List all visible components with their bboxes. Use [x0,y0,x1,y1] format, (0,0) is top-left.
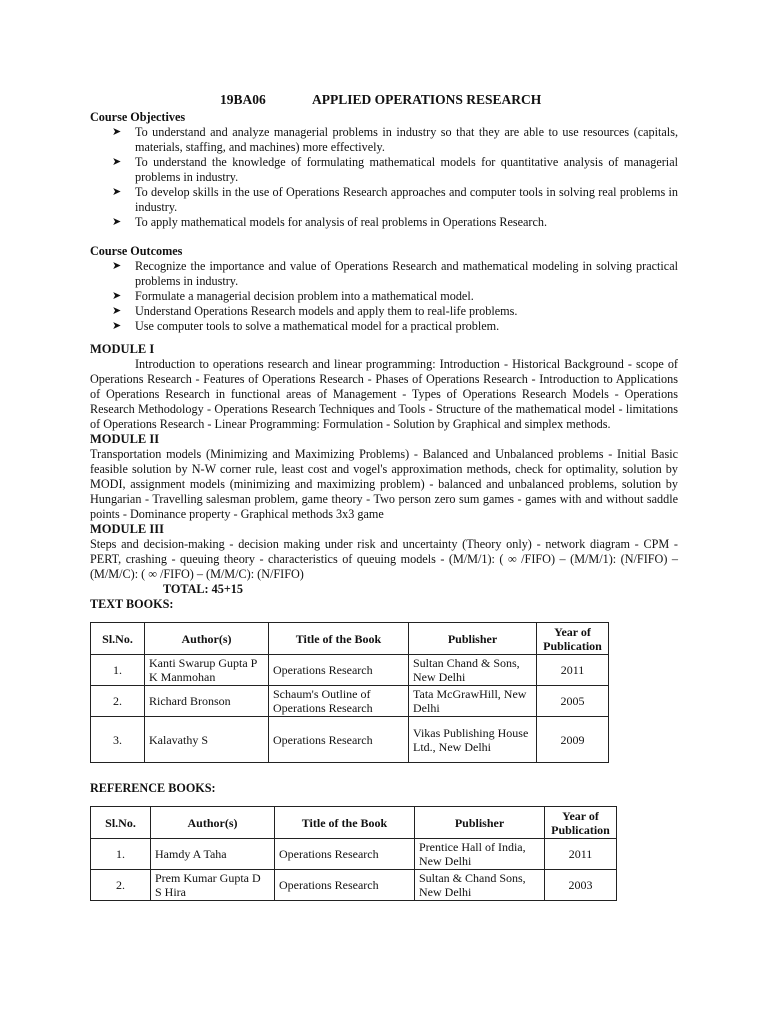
arrow-bullet-icon: ➤ [112,290,122,302]
list-item: ➤ To understand and analyze managerial problems in industry so that they are able to use resources (capitals, materials, staffing, and machines) more effectively. [112,125,678,154]
text-books-table [90,622,609,763]
list-item: ➤ To apply mathematical models for analysis of real problems in Operations Research. [112,215,548,229]
table-row: 2. Richard Bronson Schaum's Outline of Operations Research Tata McGrawHill, New Delhi 2005 [91,686,609,717]
module-1-text: Introduction to operations research and linear programming: Introduction - Historical Background - scope of Operations Research - Features of Operations Research - Phases of Operations Research - Introduction to Applications of Operations Research in functional areas of Management - Types of Operations Research Models - Operations Research Methodology - Operations Research Techniques and Tools - Structure of the mathematical model - limitations of Operations Research - Linear Programming: Formulation - Solution by Graphical and simplex methods. [90,357,678,431]
module-2-heading: MODULE II [90,432,160,446]
module-3-heading: MODULE III [90,522,164,536]
col-header: Title of the Book [269,623,409,655]
col-header: Sl.No. [91,807,151,839]
col-header: Publisher [415,807,545,839]
course-code: 19BA06 [220,92,266,107]
col-header: Author(s) [145,623,269,655]
list-item: ➤ Formulate a managerial decision problem into a mathematical model. [112,289,474,303]
module-3-text: Steps and decision-making - decision making under risk and uncertainty (Theory only) - network diagram - CPM - PERT, crashing - queuing theory - characteristics of queuing models - (M/M/1): ( ∞ /FIFO) – (M/M/1): (N/FIFO) – (M/M/C): ( ∞ /FIFO) – (M/M/C): (N/FIFO) [90,537,678,581]
reference-books-heading: REFERENCE BOOKS: [90,781,216,795]
table-header-row [91,807,617,839]
col-header: Title of the Book [275,807,415,839]
total-hours: TOTAL: 45+15 [163,582,243,596]
col-header: Publisher [409,623,537,655]
col-header: Author(s) [151,807,275,839]
list-item: ➤ To develop skills in the use of Operations Research approaches and computer tools in solving real problems in industry. [112,185,678,214]
arrow-bullet-icon: ➤ [112,260,122,272]
list-item: ➤ To understand the knowledge of formulating mathematical models for quantitative analysis of managerial problems in industry. [112,155,678,184]
objectives-list [90,125,678,230]
arrow-bullet-icon: ➤ [112,126,122,138]
course-title [90,92,678,110]
module-2-text: Transportation models (Minimizing and Maximizing Problems) - Balanced and Unbalanced problems - Initial Basic feasible solution by N-W corner rule, least cost and vogel's approximation methods, check for optimality, solution by MODI, assignment models (minimizing and maximizing problem) - balanced and unbalanced problems, solution by Hungarian - Travelling salesman problem, game theory - Two person zero sum games - games with and without saddle points - Dominance property - Graphical methods 3x3 game [90,447,678,521]
table-row: 3. Kalavathy S Operations Research Vikas Publishing House Ltd., New Delhi 2009 [91,717,609,763]
col-header: Year of Publication [545,807,617,839]
arrow-bullet-icon: ➤ [112,156,122,168]
objectives-heading: Course Objectives [90,110,186,124]
table-header-row [91,623,609,655]
table-row: 1. Kanti Swarup Gupta P K Manmohan Operations Research Sultan Chand & Sons, New Delhi 2011 [91,655,609,686]
arrow-bullet-icon: ➤ [112,305,122,317]
outcomes-list [90,259,678,334]
reference-books-table [90,806,617,901]
arrow-bullet-icon: ➤ [112,216,122,228]
col-header: Year of Publication [537,623,609,655]
table-row: 2. Prem Kumar Gupta D S Hira Operations Research Sultan & Chand Sons, New Delhi 2003 [91,870,617,901]
list-item: ➤ Understand Operations Research models and apply them to real-life problems. [112,304,518,318]
table-row: 1. Hamdy A Taha Operations Research Prentice Hall of India, New Delhi 2011 [91,839,617,870]
course-name: APPLIED OPERATIONS RESEARCH [312,92,542,107]
module-1-heading: MODULE I [90,342,155,356]
text-books-heading: TEXT BOOKS: [90,597,174,611]
arrow-bullet-icon: ➤ [112,186,122,198]
document-page [90,92,678,901]
arrow-bullet-icon: ➤ [112,320,122,332]
col-header: Sl.No. [91,623,145,655]
list-item: ➤ Use computer tools to solve a mathematical model for a practical problem. [112,319,500,333]
outcomes-heading: Course Outcomes [90,244,183,258]
list-item: ➤ Recognize the importance and value of Operations Research and mathematical modeling in solving practical problems in industry. [112,259,678,288]
